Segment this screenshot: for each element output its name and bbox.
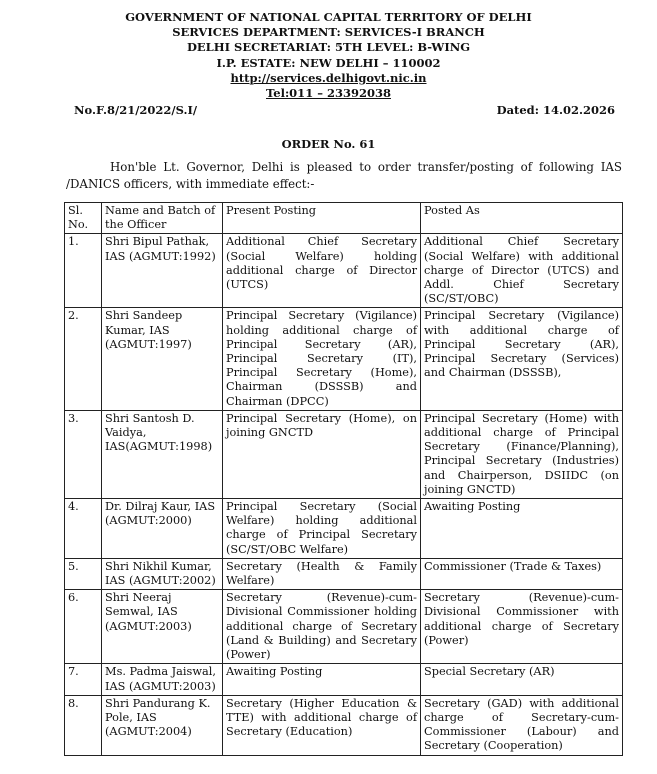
row-sl: 6. bbox=[65, 590, 102, 664]
table-row bbox=[65, 590, 623, 664]
table-row bbox=[65, 410, 623, 498]
intro-paragraph: Hon'ble Lt. Governor, Delhi is pleased to order transfer/posting of following IAS /DANICS officers, with immediate effect:- bbox=[66, 160, 622, 191]
table-row bbox=[65, 664, 623, 695]
letterhead-line-4: I.P. ESTATE: NEW DELHI – 110002 bbox=[216, 55, 441, 70]
header-posted-as: Posted As bbox=[421, 203, 623, 234]
row-posted-as: Principal Secretary (Vigilance) with additional charge of Principal Secretary (AR), Principal Secretary (Services) and Chairman (DSSSB), bbox=[421, 308, 623, 410]
row-present-posting: Awaiting Posting bbox=[223, 664, 421, 695]
table-header-row bbox=[65, 203, 623, 234]
row-officer: Shri Sandeep Kumar, IAS (AGMUT:1997) bbox=[102, 308, 223, 410]
row-officer: Shri Neeraj Semwal, IAS (AGMUT:2003) bbox=[102, 590, 223, 664]
row-officer: Dr. Dilraj Kaur, IAS (AGMUT:2000) bbox=[102, 499, 223, 559]
row-posted-as: Special Secretary (AR) bbox=[421, 664, 623, 695]
row-present-posting: Principal Secretary (Home), on joining GNCTD bbox=[223, 410, 421, 498]
row-posted-as: Secretary (GAD) with additional charge of Secretary-cum-Commissioner (Labour) and Secretary (Cooperation) bbox=[421, 695, 623, 755]
table-row bbox=[65, 695, 623, 755]
row-posted-as: Additional Chief Secretary (Social Welfare) with additional charge of Director (UTCS) and Addl. Chief Secretary (SC/ST/OBC) bbox=[421, 234, 623, 308]
table-row bbox=[65, 558, 623, 589]
row-sl: 1. bbox=[65, 234, 102, 308]
row-present-posting: Secretary (Revenue)-cum-Divisional Commissioner holding additional charge of Secretary (Land & Building) and Secretary (Power) bbox=[223, 590, 421, 664]
row-present-posting: Secretary (Higher Education & TTE) with additional charge of Secretary (Education) bbox=[223, 695, 421, 755]
header-sl-no: Sl. No. bbox=[65, 203, 102, 234]
row-officer: Ms. Padma Jaiswal, IAS (AGMUT:2003) bbox=[102, 664, 223, 695]
row-present-posting: Secretary (Health & Family Welfare) bbox=[223, 558, 421, 589]
row-officer: Shri Bipul Pathak, IAS (AGMUT:1992) bbox=[102, 234, 223, 308]
row-sl: 3. bbox=[65, 410, 102, 498]
letterhead-line-3: DELHI SECRETARIAT: 5TH LEVEL: B-WING bbox=[186, 40, 471, 55]
letterhead bbox=[0, 10, 657, 101]
header-name-batch: Name and Batch of the Officer bbox=[102, 203, 223, 234]
letterhead-line-2: SERVICES DEPARTMENT: SERVICES-I BRANCH bbox=[172, 25, 485, 40]
row-officer: Shri Nikhil Kumar, IAS (AGMUT:2002) bbox=[102, 558, 223, 589]
website-link[interactable]: http://services.delhigovt.nic.in bbox=[230, 70, 427, 85]
header-present-posting: Present Posting bbox=[223, 203, 421, 234]
row-sl: 8. bbox=[65, 695, 102, 755]
row-present-posting: Principal Secretary (Social Welfare) holding additional charge of Principal Secretary (SC/ST/OBC Welfare) bbox=[223, 499, 421, 559]
row-posted-as: Awaiting Posting bbox=[421, 499, 623, 559]
row-present-posting: Principal Secretary (Vigilance) holding additional charge of Principal Secretary (AR), Principal Secretary (IT), Principal Secretary (Home), Chairman (DSSSB) and Chairman (DPCC) bbox=[223, 308, 421, 410]
table-row bbox=[65, 499, 623, 559]
table-row bbox=[65, 234, 623, 308]
row-officer: Shri Santosh D. Vaidya, IAS(AGMUT:1998) bbox=[102, 410, 223, 498]
row-present-posting: Additional Chief Secretary (Social Welfare) holding additional charge of Director (UTCS) bbox=[223, 234, 421, 308]
row-posted-as: Secretary (Revenue)-cum-Divisional Commissioner with additional charge of Secretary (Power) bbox=[421, 590, 623, 664]
reference-number: No.F.8/21/2022/S.I/ bbox=[74, 103, 198, 117]
phone-number: Tel:011 – 23392038 bbox=[266, 86, 391, 101]
row-sl: 5. bbox=[65, 558, 102, 589]
order-title: ORDER No. 61 bbox=[281, 137, 376, 151]
row-sl: 2. bbox=[65, 308, 102, 410]
transfer-table bbox=[64, 202, 623, 756]
order-date: Dated: 14.02.2026 bbox=[496, 103, 615, 117]
row-sl: 7. bbox=[65, 664, 102, 695]
row-officer: Shri Pandurang K. Pole, IAS (AGMUT:2004) bbox=[102, 695, 223, 755]
table-row bbox=[65, 308, 623, 410]
row-sl: 4. bbox=[65, 499, 102, 559]
row-posted-as: Principal Secretary (Home) with additional charge of Principal Secretary (Finance/Planning), Principal Secretary (Industries) and Chairperson, DSIIDC (on joining GNCTD) bbox=[421, 410, 623, 498]
row-posted-as: Commissioner (Trade & Taxes) bbox=[421, 558, 623, 589]
letterhead-line-1: GOVERNMENT OF NATIONAL CAPITAL TERRITORY OF DELHI bbox=[125, 10, 532, 24]
